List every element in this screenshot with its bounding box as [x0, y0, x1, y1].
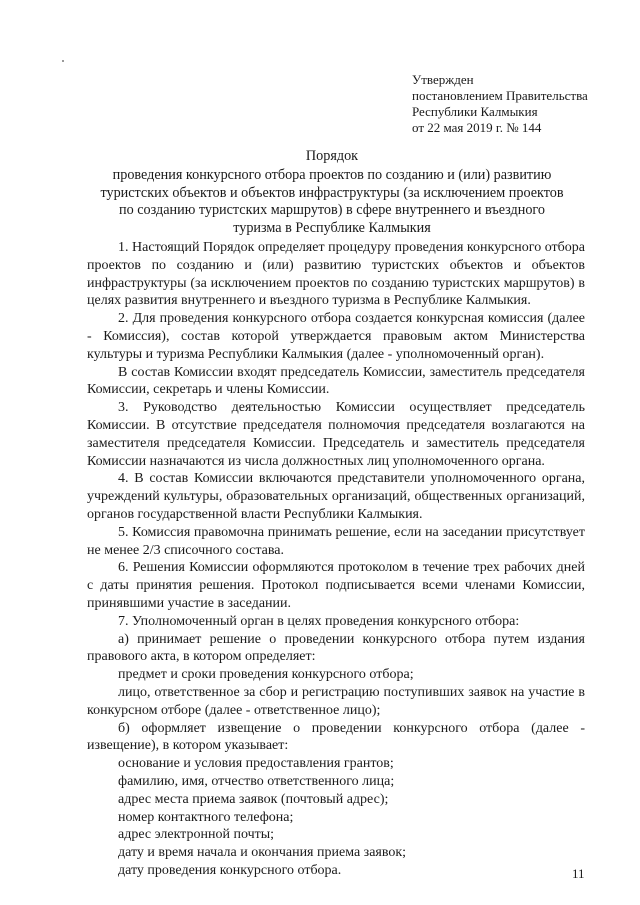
list-item: дату проведения конкурсного отбора.	[118, 862, 342, 878]
list-item: основание и условия предоставления грантов;	[118, 756, 394, 772]
paragraph-4: 4. В состав Комиссии включаются представители уполномоченного органа, учреждений культуры, образовательных организаций, общественных организаций, органов государственной власти Республики Калмыкия.	[87, 471, 585, 522]
scan-speck	[62, 60, 64, 62]
list-item: адрес места приема заявок (почтовый адрес);	[118, 791, 389, 807]
page-number: 11	[572, 866, 585, 881]
approval-stamp-block	[412, 72, 588, 136]
approval-line: от 22 мая 2019 г. № 144	[412, 120, 542, 135]
paragraph-2-continued: В состав Комиссии входят председатель Комиссии, заместитель председателя Комиссии, секретарь и члены Комиссии.	[87, 364, 585, 398]
approval-line: Утвержден	[412, 72, 474, 87]
paragraph-5: 5. Комиссия правомочна принимать решение, если на заседании присутствует не менее 2/3 списочного состава.	[87, 524, 585, 558]
paragraph-7: 7. Уполномоченный орган в целях проведения конкурсного отбора:	[118, 613, 520, 629]
paragraph-6: 6. Решения Комиссии оформляются протоколом в течение трех рабочих дней с даты принятия решения. Протокол подписывается всеми членами Комиссии, принявшими участие в заседании.	[87, 560, 585, 611]
list-item: предмет и сроки проведения конкурсного отбора;	[118, 667, 414, 683]
list-item: дату и время начала и окончания приема заявок;	[118, 845, 407, 861]
paragraph-7a: а) принимает решение о проведении конкурсного отбора путем издания правового акта, в котором определяет:	[87, 631, 585, 665]
document-body	[87, 239, 585, 880]
document-title: Порядок	[305, 148, 359, 164]
document-subtitle: проведения конкурсного отбора проектов по созданию и (или) развитию туристских объектов и объектов инфраструктуры (за исключением проектов по созданию туристских маршрутов) в сфере внутреннего и въездного туризма в Республике Калмыкия	[100, 166, 564, 237]
list-item: номер контактного телефона;	[118, 809, 294, 825]
paragraph-3: 3. Руководство деятельностью Комиссии осуществляет председатель Комиссии. В отсутствие председателя полномочия председателя возлагаются на заместителя председателя Комиссии. Председатель и заместитель председателя Комиссии назначаются из числа должностных лиц уполномоченного органа.	[87, 400, 585, 469]
list-item: фамилию, имя, отчество ответственного лица;	[118, 773, 395, 789]
approval-line: постановлением Правительства	[412, 88, 588, 103]
approval-line: Республики Калмыкия	[412, 104, 538, 119]
paragraph-7b: б) оформляет извещение о проведении конкурсного отбора (далее - извещение), в котором указывает:	[87, 720, 585, 754]
document-title-block	[100, 148, 564, 238]
paragraph-2: 2. Для проведения конкурсного отбора создается конкурсная комиссия (далее - Комиссия), состав которой утверждается правовым актом Министерства культуры и туризма Республики Калмыкия (далее - уполномоченный орган).	[87, 311, 585, 362]
list-item: адрес электронной почты;	[118, 827, 275, 843]
paragraph-1: 1. Настоящий Порядок определяет процедуру проведения конкурсного отбора проектов по созданию и (или) развитию туристских объектов и объектов инфраструктуры (за исключением проектов по созданию туристских маршрутов) в целях развития внутреннего и въездного туризма в Республике Калмыкия.	[87, 240, 585, 309]
list-item: лицо, ответственное за сбор и регистрацию поступивших заявок на участие в конкурсном отборе (далее - ответственное лицо);	[87, 684, 585, 718]
